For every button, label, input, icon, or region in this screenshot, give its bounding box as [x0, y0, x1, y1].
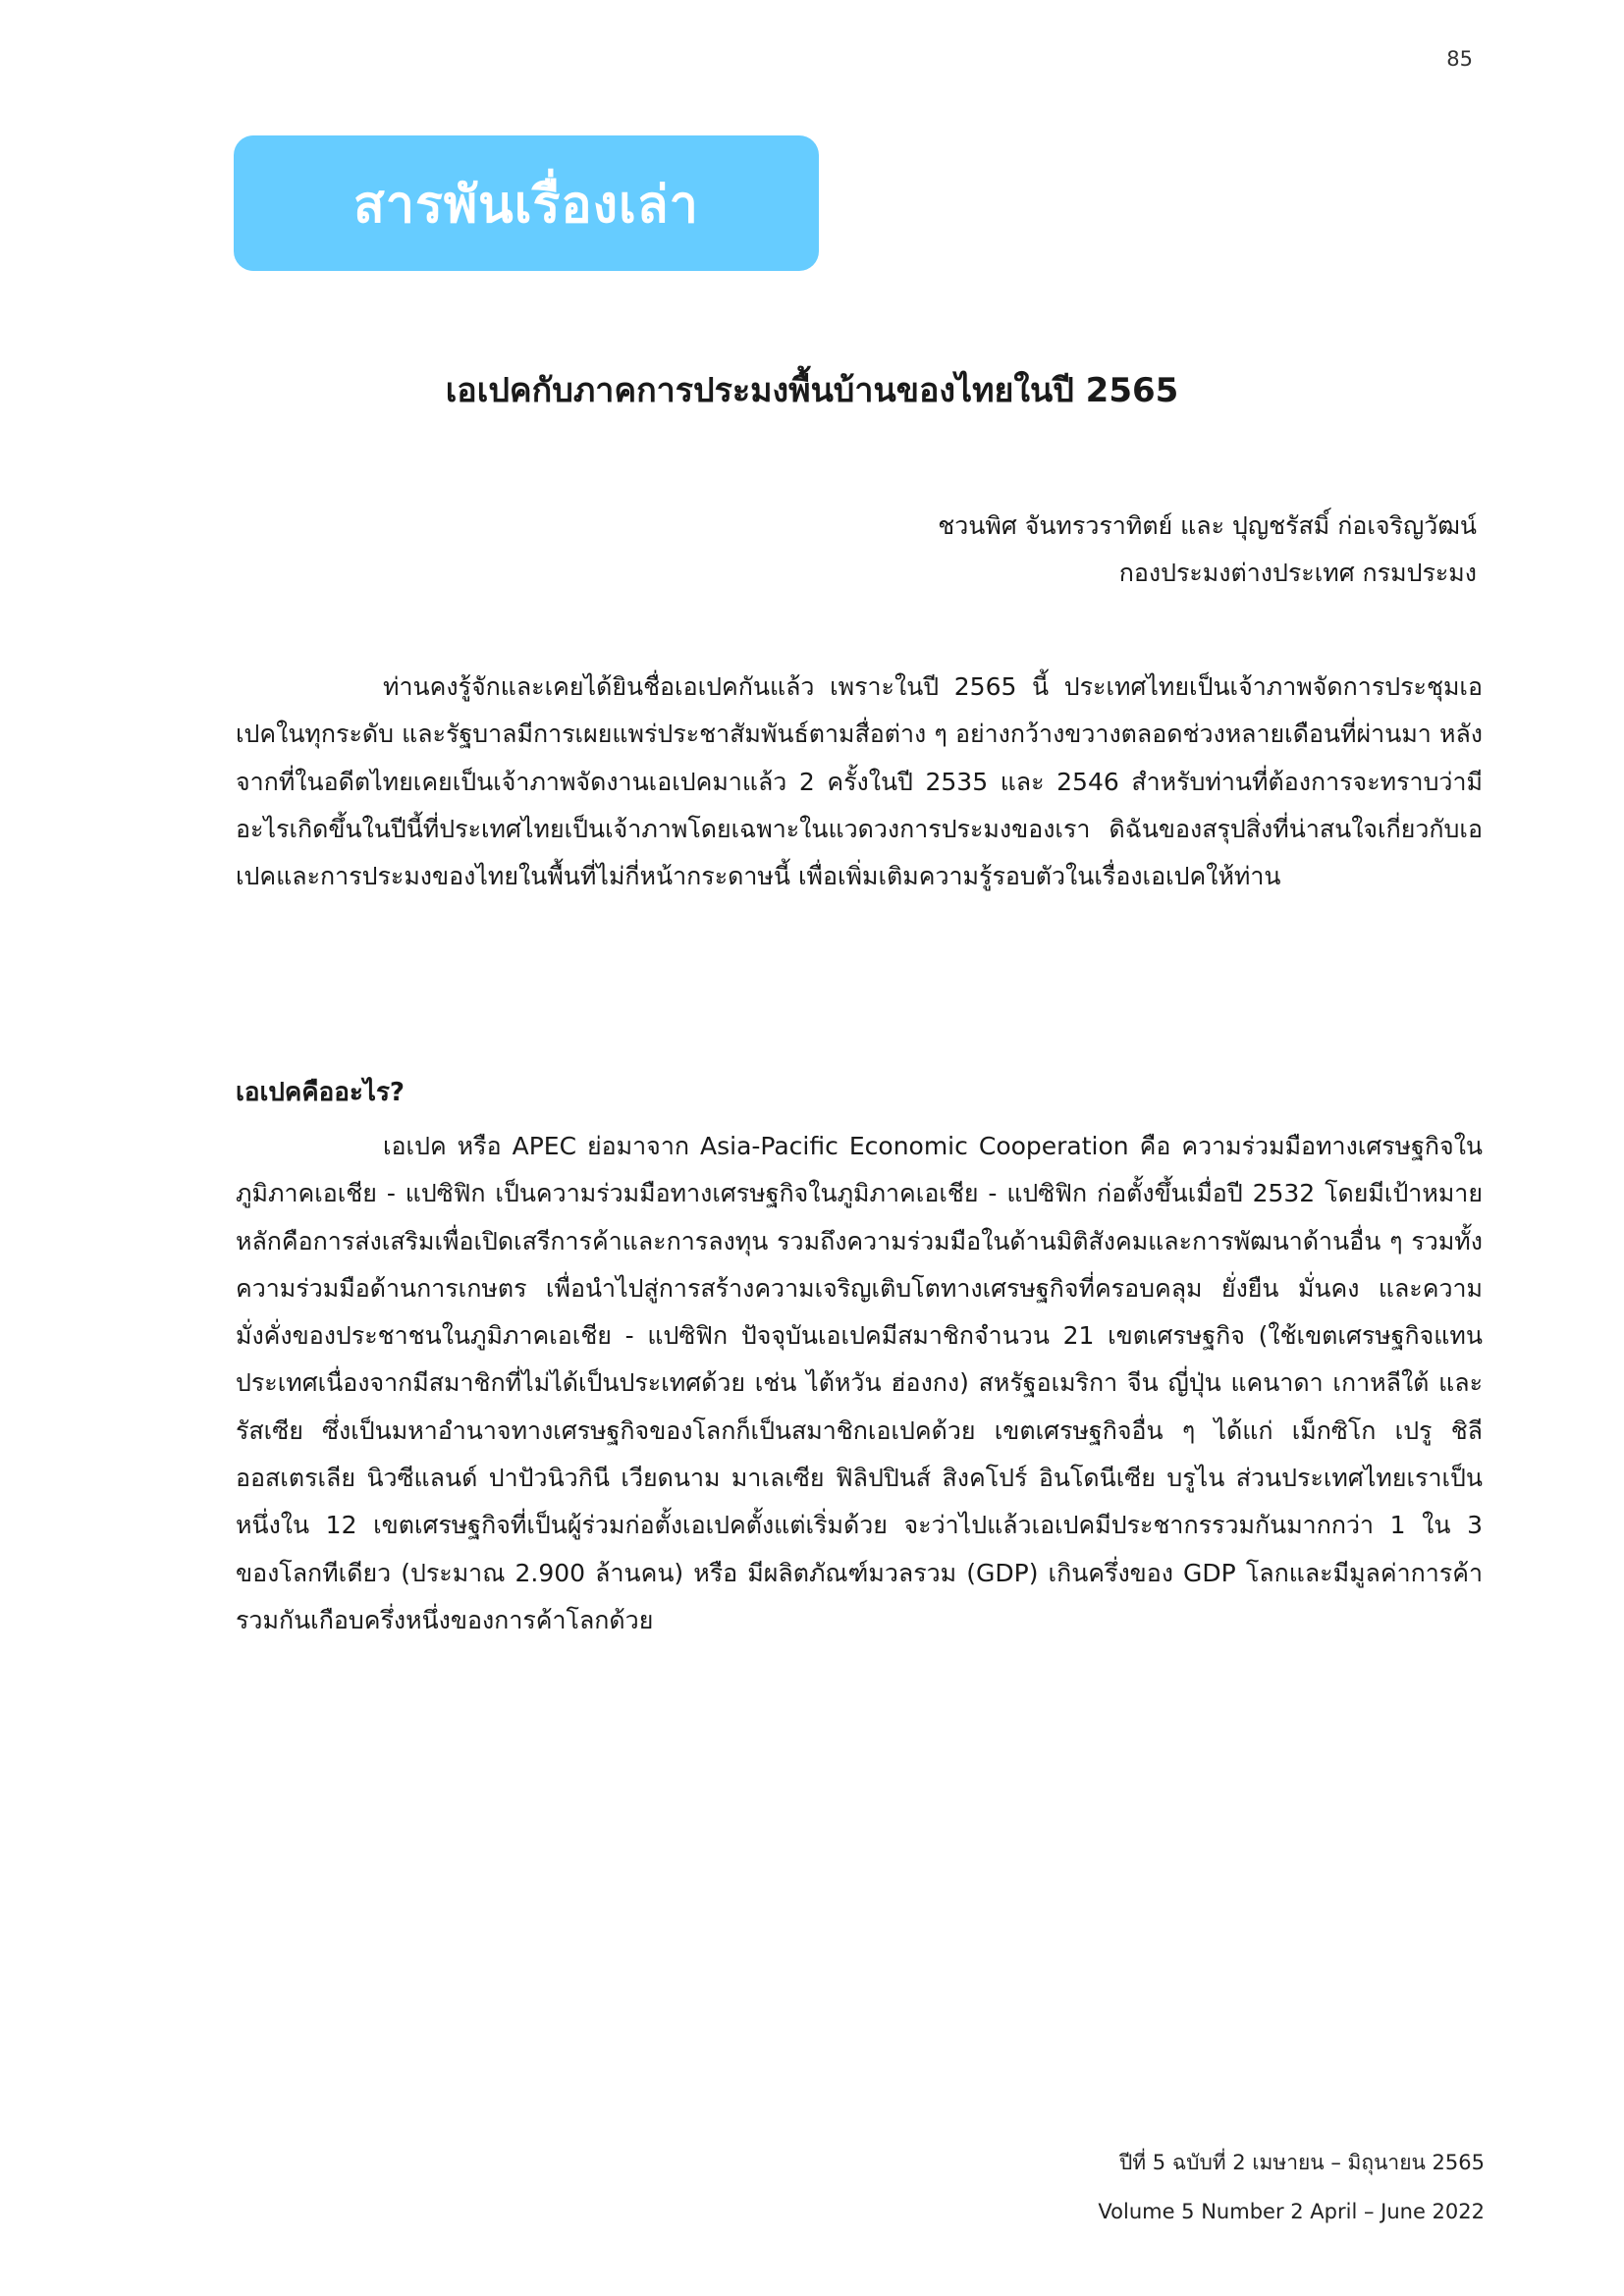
- author-affiliation: กองประมงต่างประเทศ กรมประมง: [1118, 559, 1477, 587]
- article-title: เอเปคกับภาคการประมงพื้นบ้านของไทยในปี 2565: [445, 371, 1179, 410]
- section-paragraph: [236, 1123, 1483, 1644]
- intro-paragraph-text: ท่านคงรู้จักและเคยได้ยินชื่อเอเปคกันแล้ว เพราะในปี 2565 นี้ ประเทศไทยเป็นเจ้าภาพจัดการประชุมเอเปคในทุกระดับ และรัฐบาลมีการเผยแพร่ประชาสัมพันธ์ตามสื่อต่าง ๆ อย่างกว้างขวางตลอดช่วงหลายเดือนที่ผ่านมา หลังจากที่ในอดีตไทยเคยเป็นเจ้าภาพจัดงานเอเปคมาแล้ว 2 ครั้งในปี 2535 และ 2546 สำหรับท่านที่ต้องการจะทราบว่ามีอะไรเกิดขึ้นในปีนี้ที่ประเทศไทยเป็นเจ้าภาพโดยเฉพาะในแวดวงการประมงของเรา ดิฉันของสรุปสิ่งที่น่าสนใจเกี่ยวกับเอเปคและการประมงของไทยในพื้นที่ไม่กี่หน้ากระดาษนี้ เพื่อเพิ่มเติมความรู้รอบตัวในเรื่องเอเปคให้ท่าน: [236, 672, 1483, 891]
- journal-footer: [1098, 2138, 1485, 2236]
- footer-issue-thai: ปีที่ 5 ฉบับที่ 2 เมษายน – มิถุนายน 2565: [1118, 2151, 1485, 2174]
- author-names: ชวนพิศ จันทรวราทิตย์ และ ปุญชรัสมิ์ ก่อเจริญวัฒน์: [938, 511, 1477, 540]
- section-heading: เอเปคคืออะไร?: [236, 1078, 405, 1107]
- page-number: 85: [1446, 47, 1473, 71]
- section-paragraph-text: เอเปค หรือ APEC ย่อมาจาก Asia-Pacific Economic Cooperation คือ ความร่วมมือทางเศรษฐกิจในภูมิภาคเอเชีย - แปซิฟิก เป็นความร่วมมือทางเศรษฐกิจในภูมิภาคเอเชีย - แปซิฟิก ก่อตั้งขึ้นเมื่อปี 2532 โดยมีเป้าหมายหลักคือการส่งเสริมเพื่อเปิดเสรีการค้าและการลงทุน รวมถึงความร่วมมือในด้านมิติสังคมและการพัฒนาด้านอื่น ๆ รวมทั้ง ความร่วมมือด้านการเกษตร เพื่อนำไปสู่การสร้างความเจริญเติบโตทางเศรษฐกิจที่ครอบคลุม ยั่งยืน มั่นคง และความมั่งคั่งของประชาชนในภูมิภาคเอเชีย - แปซิฟิก ปัจจุบันเอเปคมีสมาชิกจำนวน 21 เขตเศรษฐกิจ (ใช้เขตเศรษฐกิจแทนประเทศเนื่องจากมีสมาชิกที่ไม่ได้เป็นประเทศด้วย เช่น ไต้หวัน ฮ่องกง) สหรัฐอเมริกา จีน ญี่ปุ่น แคนาดา เกาหลีใต้ และรัสเซีย ซึ่งเป็นมหาอำนาจทางเศรษฐกิจของโลกก็เป็นสมาชิกเอเปคด้วย เขตเศรษฐกิจอื่น ๆ ได้แก่ เม็กซิโก เปรู ชิลี ออสเตรเลีย นิวซีแลนด์ ปาปัวนิวกินี เวียดนาม มาเลเซีย ฟิลิปปินส์ สิงคโปร์ อินโดนีเซีย บรูไน ส่วนประเทศไทยเราเป็นหนึ่งใน 12 เขตเศรษฐกิจที่เป็นผู้ร่วมก่อตั้งเอเปคตั้งแต่เริ่มด้วย จะว่าไปแล้วเอเปคมีประชากรรวมกันมากกว่า 1 ใน 3 ของโลกทีเดียว (ประมาณ 2.900 ล้านคน) หรือ มีผลิตภัณฑ์มวลรวม (GDP) เกินครึ่งของ GDP โลกและมีมูลค่าการค้ารวมกันเกือบครึ่งหนึ่งของการค้าโลกด้วย: [236, 1132, 1483, 1634]
- footer-issue-english: Volume 5 Number 2 April – June 2022: [1098, 2200, 1485, 2223]
- intro-paragraph: [236, 664, 1483, 900]
- section-banner: [234, 135, 819, 271]
- author-block: [938, 503, 1477, 597]
- section-banner-label: สารพันเรื่องเล่า: [353, 175, 699, 235]
